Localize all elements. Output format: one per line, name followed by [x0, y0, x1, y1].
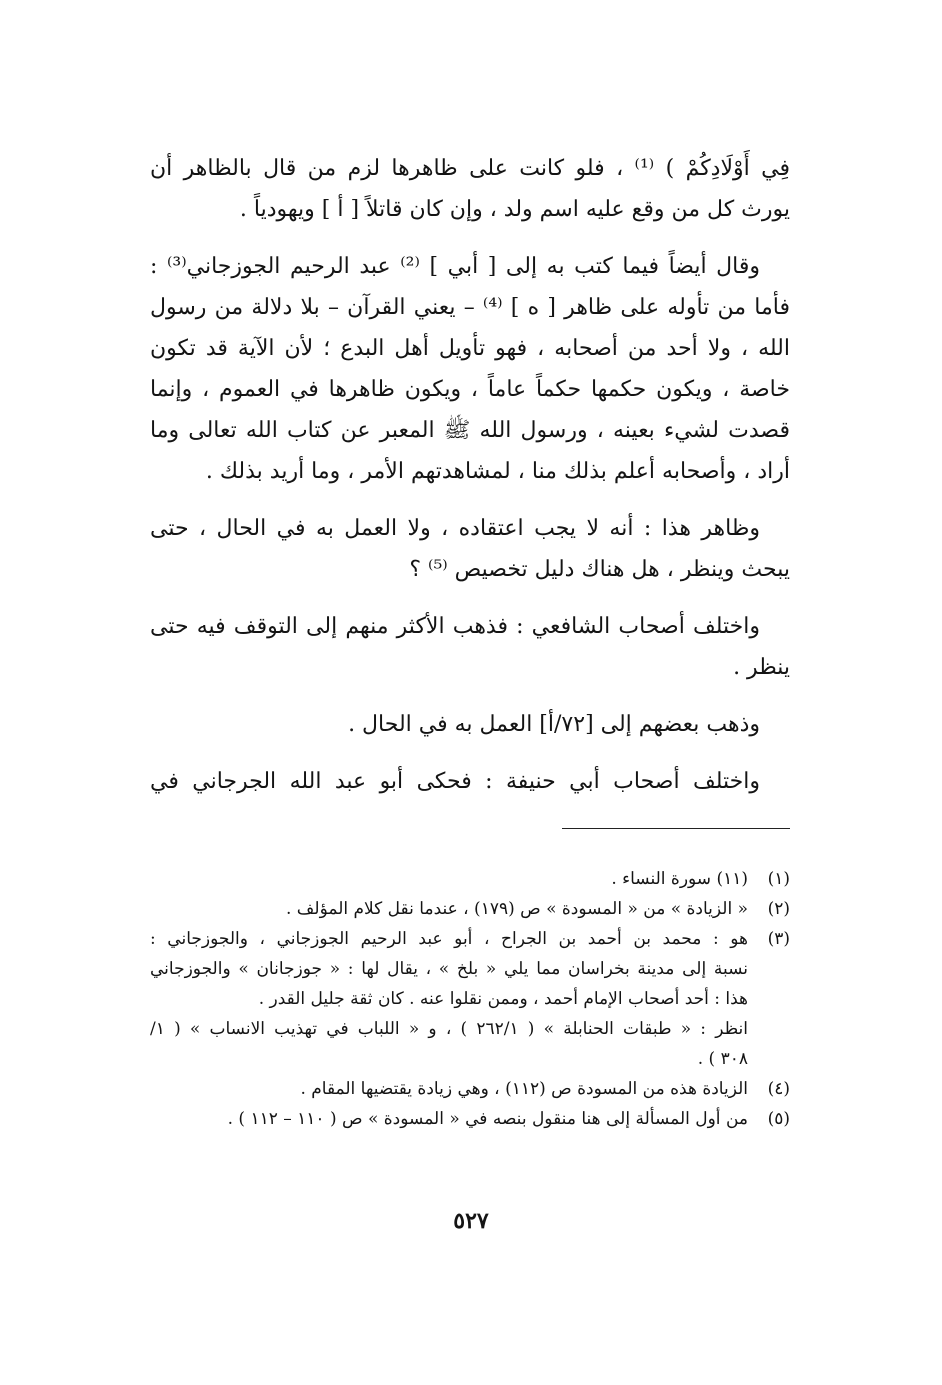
text-line: خاصة ، ويكون حكمها حكماً عاماً ، ويكون ظاهرها في العموم ، وإنما [150, 377, 790, 402]
footnote-5 [150, 1104, 790, 1134]
footnote-1 [150, 864, 790, 894]
footnote-line: الزيادة هذه من المسودة ص (١١٢) ، وهي زيادة يقتضيها المقام . [300, 1079, 748, 1099]
text-line: وظاهر هذا : أنه لا يجب اعتقاده ، ولا العمل به في الحال ، حتى [150, 516, 760, 541]
footnote-number: (٣) [767, 929, 790, 949]
paragraph-5 [150, 704, 790, 745]
footnote-line: هو : محمد بن أحمد بن الجراح ، أبو عبد الرحيم الجوزجاني ، والجوزجاني : [150, 929, 748, 949]
text-line: يبحث وينظر ، هل هناك دليل تخصيص ⁽⁵⁾ ؟ [409, 557, 790, 582]
footnote-2 [150, 894, 790, 924]
footnote-number: (٢) [767, 899, 790, 919]
text-line: قصدت لشيء بعينه ، ورسول الله ﷺ المعبر عن كتاب الله تعالى وما [150, 418, 790, 443]
text-line: يورث كل من وقع عليه اسم ولد ، وإن كان قاتلاً [ أ ] ويهودياً . [239, 197, 790, 222]
text-line: أراد ، وأصحابه أعلم بذلك منا ، لمشاهدتهم الأمر ، وما أريد بذلك . [205, 459, 790, 484]
footnote-number: (٤) [767, 1079, 790, 1099]
paragraph-1 [150, 148, 790, 230]
footnote-4 [150, 1074, 790, 1104]
text-line: فأما من تأوله على ظاهر [ ه ] ⁽⁴⁾ – يعني القرآن – بلا دلالة من رسول [150, 295, 790, 320]
footnote-line: (١١) سورة النساء . [611, 869, 748, 889]
footnote-line: « الزيادة » من « المسودة » ص (١٧٩) ، عندما نقل كلام المؤلف . [286, 899, 748, 919]
paragraph-6 [150, 761, 790, 802]
footnote-3 [150, 924, 790, 1074]
footnote-line: انظر : « طبقات الحنابلة » ( ٢٦٢/١ ) ، و « اللباب في تهذيب الانساب » ( ١/ [150, 1019, 748, 1039]
footnote-number: (١) [767, 869, 790, 889]
text-line: واختلف أصحاب الشافعي : فذهب الأكثر منهم إلى التوقف فيه حتى [150, 614, 760, 639]
text-line: الله ، ولا أحد من أصحابه ، فهو تأويل أهل البدع ؛ لأن الآية قد تكون [150, 336, 790, 361]
page-number: ٥٢٧ [453, 1208, 489, 1234]
paragraph-2 [150, 246, 790, 492]
footnote-line: هذا : أحد أصحاب الإمام أحمد ، وممن نقلوا عنه . كان ثقة جليل القدر . [258, 989, 748, 1009]
paragraph-3 [150, 508, 790, 590]
paragraph-4 [150, 606, 790, 688]
footnotes [150, 864, 790, 1134]
main-text [150, 148, 790, 802]
text-line: واختلف أصحاب أبي حنيفة : فحكى أبو عبد الله الجرجاني في [150, 769, 760, 794]
text-line: ينظر . [733, 655, 790, 680]
footnote-line: نسبة إلى مدينة بخراسان مما يلي « بلخ » ، يقال لها : « جوزجانان » والجوزجاني [150, 959, 748, 979]
footnote-line: من أول المسألة إلى هنا منقول بنصه في « المسودة » ص ( ١١٠ – ١١٢ ) . [227, 1109, 748, 1129]
text-line: فِي أَوْلَادِكُمْ ) ⁽¹⁾ ، فلو كانت على ظاهرها لزم من قال بالظاهر أن [150, 156, 790, 181]
footnote-divider [562, 828, 790, 829]
text-line: وذهب بعضهم إلى [٧٢/أ] العمل به في الحال . [348, 712, 760, 737]
footnote-line: ٣٠٨ ) . [697, 1049, 748, 1069]
footnote-number: (٥) [767, 1109, 790, 1129]
text-line: وقال أيضاً فيما كتب به إلى [ أبي ] ⁽²⁾ عبد الرحيم الجوزجاني⁽³⁾ : [150, 254, 761, 279]
